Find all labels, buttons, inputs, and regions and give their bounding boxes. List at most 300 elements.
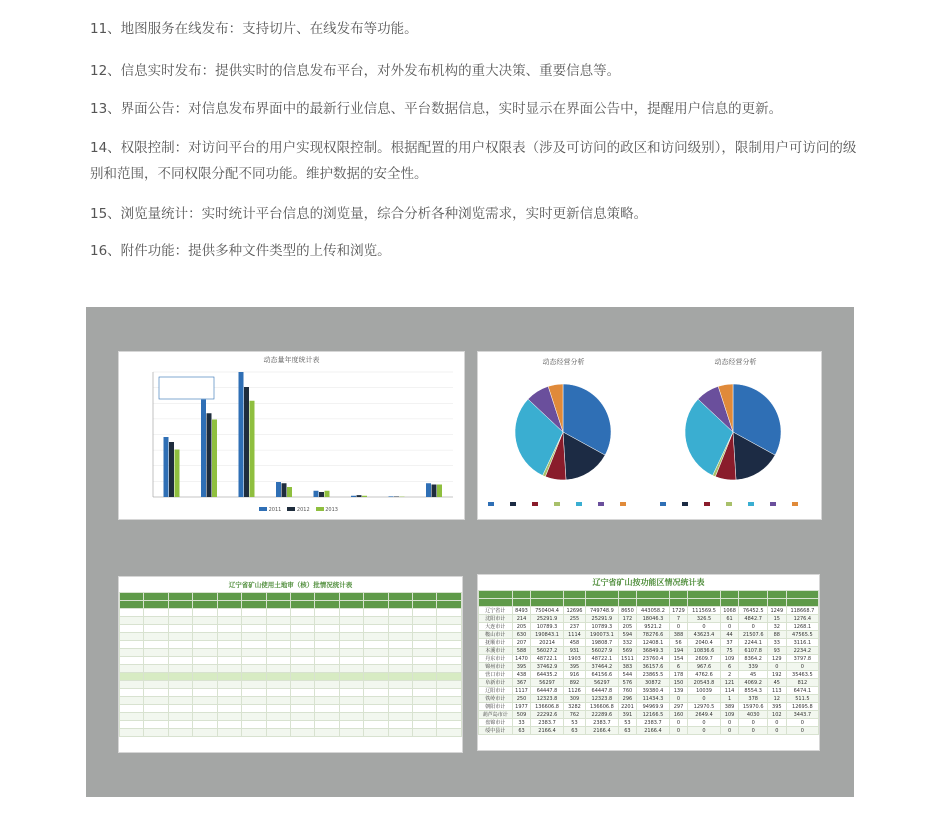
table-right-cell: 48722.1 [531, 655, 563, 663]
table-left-cell [388, 681, 412, 689]
table-right-cell: 1249 [767, 607, 786, 615]
table-left-cell [242, 697, 266, 705]
table-right-cell: 4842.7 [739, 615, 767, 623]
table-row [120, 673, 462, 681]
table-left-cell [168, 713, 192, 721]
table-left-cell [168, 697, 192, 705]
table-right-cell: 118668.7 [786, 607, 818, 615]
table-left-cell [364, 649, 388, 657]
table-right-cell: 10789.3 [531, 623, 563, 631]
table-right-cell: 395 [767, 703, 786, 711]
table-left-cell [315, 689, 339, 697]
table-left-header-cell [193, 593, 217, 601]
table-right-header-cell [531, 599, 563, 607]
table-right-cell: 8364.2 [739, 655, 767, 663]
table-row [120, 713, 462, 721]
table-left-cell [168, 665, 192, 673]
bar-chart-screenshot [119, 352, 464, 519]
table-left-header-cell [217, 601, 241, 609]
table-right-cell: 0 [720, 719, 739, 727]
table-row [479, 655, 819, 663]
pie-legend-swatch [682, 502, 688, 506]
table-right-cell: 47565.5 [786, 631, 818, 639]
table-left-cell [120, 633, 144, 641]
pie-legend-swatch [598, 502, 604, 506]
table-right-cell: 45 [767, 679, 786, 687]
table-right-cell: 0 [767, 663, 786, 671]
table-right-cell: 12 [767, 695, 786, 703]
table-left-header-cell [388, 593, 412, 601]
table-left-cell [193, 649, 217, 657]
table-right-header-cell [767, 599, 786, 607]
table-right-cell: 12323.8 [586, 695, 618, 703]
table-left-header-cell [437, 593, 462, 601]
table-right-cell: 511.5 [786, 695, 818, 703]
table-right-cell: 0 [739, 623, 767, 631]
table-right-cell: 35463.5 [786, 671, 818, 679]
table-left-cell [364, 673, 388, 681]
table-left-cell [120, 705, 144, 713]
table-left-cell [437, 705, 462, 713]
table-right-cell: 509 [512, 711, 531, 719]
table-right-cell: 0 [767, 719, 786, 727]
bar [362, 496, 367, 497]
table-left-cell [364, 609, 388, 617]
table-right-cell: 37462.9 [531, 663, 563, 671]
table-right-cell: 2166.4 [586, 727, 618, 735]
table-right-cell: 102 [767, 711, 786, 719]
table-left-cell [266, 673, 290, 681]
table-left-cell [266, 713, 290, 721]
table-right-cell: 25291.9 [586, 615, 618, 623]
table-right-cell: 378 [739, 695, 767, 703]
table-right-cell: 1 [720, 695, 739, 703]
table-left-header-cell [120, 593, 144, 601]
table-right-cell: 锦州市计 [479, 663, 513, 671]
table-right-cell: 190843.1 [531, 631, 563, 639]
table-left-cell [364, 689, 388, 697]
table-left-cell [437, 609, 462, 617]
table-right-cell: 丹东市计 [479, 655, 513, 663]
table-right-cell: 750404.4 [531, 607, 563, 615]
table-right-cell: 抚顺市计 [479, 639, 513, 647]
table-left-cell [217, 649, 241, 657]
table-left-cell [217, 665, 241, 673]
table-right-cell: 237 [563, 623, 586, 631]
feature-item-15: 15、浏览量统计：实时统计平台信息的浏览量，综合分析各种浏览需求，实时更新信息策略。 [90, 206, 648, 222]
table-right-cell: 56027.9 [586, 647, 618, 655]
table-right-cell: 1903 [563, 655, 586, 663]
table-left-header-cell [144, 593, 168, 601]
table-left-cell [144, 633, 168, 641]
table-left-cell [388, 649, 412, 657]
table-right-cell: 30872 [637, 679, 669, 687]
table-right-cell: 20543.8 [688, 679, 720, 687]
table-left-cell [217, 689, 241, 697]
pie-chart-screenshot [478, 352, 821, 519]
table-right-cell: 0 [669, 727, 688, 735]
table-right-cell: 23865.5 [637, 671, 669, 679]
table-left-cell [168, 609, 192, 617]
table-right-cell: 8554.3 [739, 687, 767, 695]
table-right-title: 辽宁省矿山按功能区情况统计表 [592, 578, 705, 587]
table-left-cell [144, 673, 168, 681]
table-left-cell [217, 713, 241, 721]
table-right-header-cell [563, 599, 586, 607]
table-left-cell [364, 705, 388, 713]
table-right-cell: 88 [767, 631, 786, 639]
table-left-cell [339, 609, 363, 617]
table-right-cell: 辽阳市计 [479, 687, 513, 695]
table-right-cell: 76452.5 [739, 607, 767, 615]
table-left-cell [364, 697, 388, 705]
table-right-cell: 178 [669, 671, 688, 679]
table-left-cell [290, 617, 314, 625]
table-right-cell: 11434.3 [637, 695, 669, 703]
table-right-cell: 0 [786, 719, 818, 727]
feature-item-12: 12、信息实时发布：提供实时的信息发布平台，对外发布机构的重大决策、重要信息等。 [90, 63, 621, 79]
table-right-cell: 931 [563, 647, 586, 655]
table-left-cell [217, 681, 241, 689]
table-right-cell: 569 [618, 647, 637, 655]
table-right-cell: 9521.2 [637, 623, 669, 631]
table-row [479, 703, 819, 711]
table-left-cell [413, 649, 437, 657]
pie-legend-swatch [792, 502, 798, 506]
table-right-cell: 172 [618, 615, 637, 623]
table-right-cell: 1114 [563, 631, 586, 639]
table-row [479, 719, 819, 727]
table-right-cell: 63 [563, 727, 586, 735]
table-left-cell [315, 721, 339, 729]
table-left-cell [144, 657, 168, 665]
table-left-cell [315, 665, 339, 673]
table-left-header-cell [120, 601, 144, 609]
table-left-cell [437, 729, 462, 737]
table-right-cell: 438 [512, 671, 531, 679]
bar [244, 387, 249, 497]
table-left-cell [144, 641, 168, 649]
table-right-cell: 190073.1 [586, 631, 618, 639]
table-left-cell [315, 609, 339, 617]
table-left-cell [193, 713, 217, 721]
table-left-cell [290, 649, 314, 657]
table-left-header-cell [168, 601, 192, 609]
table-left-cell [339, 697, 363, 705]
feature-item-13: 13、界面公告：对信息发布界面中的最新行业信息、平台数据信息，实时显示在界面公告中，提醒用户信息的更新。 [90, 101, 783, 117]
bar-chart-legend [259, 507, 338, 513]
table-left-header-cell [242, 593, 266, 601]
table-right-cell: 109 [720, 711, 739, 719]
table-right-cell: 3282 [563, 703, 586, 711]
table-right-header-cell [688, 599, 720, 607]
table-left-cell [266, 705, 290, 713]
table-row [479, 711, 819, 719]
table-left-cell [315, 641, 339, 649]
table-right-header-cell [786, 599, 818, 607]
table-right-header-cell [618, 591, 637, 599]
table-right-cell: 762 [563, 711, 586, 719]
table-left-cell [266, 681, 290, 689]
table-left-cell [364, 665, 388, 673]
table-right-cell: 2649.4 [688, 711, 720, 719]
table-left-cell [388, 641, 412, 649]
table-left-cell [290, 713, 314, 721]
table-right-cell: 2234.2 [786, 647, 818, 655]
table-left-cell [242, 729, 266, 737]
table-left-cell [193, 673, 217, 681]
table-right-cell: 332 [618, 639, 637, 647]
bar [164, 437, 169, 497]
table-right-cell: 12166.5 [637, 711, 669, 719]
table-row [120, 729, 462, 737]
bar [325, 491, 330, 497]
table-right-cell: 6107.8 [739, 647, 767, 655]
table-left-title: 辽宁省矿山使用土地审（核）批情况统计表 [228, 581, 353, 589]
table-left-cell [193, 633, 217, 641]
table-right-header-cell [688, 591, 720, 599]
table-left-cell [242, 681, 266, 689]
table-right-cell: 3797.8 [786, 655, 818, 663]
table-left-cell [266, 649, 290, 657]
table-right-cell: 营口市计 [479, 671, 513, 679]
table-right-cell: 33 [767, 639, 786, 647]
table-left-cell [413, 713, 437, 721]
table-left-cell [168, 721, 192, 729]
table-left-cell [217, 705, 241, 713]
table-right-cell: 192 [767, 671, 786, 679]
bar-tooltip [159, 377, 214, 399]
table-left-cell [413, 673, 437, 681]
table-right-cell: 967.6 [688, 663, 720, 671]
table-right-cell: 0 [688, 623, 720, 631]
table-left-cell [413, 625, 437, 633]
table-left-cell [193, 609, 217, 617]
table-right-cell: 3443.7 [786, 711, 818, 719]
pie-chart-svg [478, 352, 821, 519]
table-right-cell: 2609.7 [688, 655, 720, 663]
table-left-cell [144, 689, 168, 697]
pie-chart-title-1: 动态经营分析 [542, 358, 585, 366]
table-left-cell [315, 617, 339, 625]
table-left-cell [364, 641, 388, 649]
table-left-cell [437, 689, 462, 697]
table-right-header-cell [637, 591, 669, 599]
table-row [120, 681, 462, 689]
table-right-cell: 760 [618, 687, 637, 695]
table-right-cell: 37 [720, 639, 739, 647]
pie-legend-swatch [660, 502, 666, 506]
table-left-cell [388, 729, 412, 737]
table-right-header-cell [720, 599, 739, 607]
table-left-cell [217, 697, 241, 705]
table-right-cell: 1511 [618, 655, 637, 663]
table-right-header-cell [586, 591, 618, 599]
table-left-cell [242, 625, 266, 633]
table-left-screenshot [119, 577, 462, 752]
table-right-cell: 0 [688, 719, 720, 727]
table-left-cell [315, 697, 339, 705]
table-row [479, 623, 819, 631]
bar [169, 442, 174, 497]
table-left-cell [413, 721, 437, 729]
table-right-cell: 389 [720, 703, 739, 711]
table-right-cell: 121 [720, 679, 739, 687]
legend-item-2012: 2012 [287, 507, 309, 513]
table-left-cell [144, 649, 168, 657]
table-right-cell: 21507.6 [739, 631, 767, 639]
table-left-cell [242, 713, 266, 721]
table-left-cell [217, 673, 241, 681]
table-right-cell: 588 [512, 647, 531, 655]
table-right-cell: 339 [739, 663, 767, 671]
table-right-cell: 15970.6 [739, 703, 767, 711]
table-left-cell [144, 705, 168, 713]
table-right-cell: 10836.6 [688, 647, 720, 655]
table-right-cell: 39380.4 [637, 687, 669, 695]
table-left [119, 592, 462, 737]
table-left-cell [168, 633, 192, 641]
table-left-cell [290, 729, 314, 737]
table-left-cell [364, 729, 388, 737]
table-left-header-cell [339, 593, 363, 601]
table-right-cell: 129 [767, 655, 786, 663]
table-row [479, 647, 819, 655]
table-left-cell [315, 705, 339, 713]
table-right-header-cell [531, 591, 563, 599]
table-row [120, 617, 462, 625]
bar [314, 491, 319, 497]
table-right-cell: 309 [563, 695, 586, 703]
table-right-cell: 63 [512, 727, 531, 735]
table-left-cell [339, 729, 363, 737]
table-right-cell: 1977 [512, 703, 531, 711]
table-right-header-cell [512, 591, 531, 599]
table-left-cell [413, 681, 437, 689]
table-right-cell: 297 [669, 703, 688, 711]
table-left-cell [290, 657, 314, 665]
table-right-cell: 0 [669, 695, 688, 703]
table-left-cell [339, 665, 363, 673]
table-left-cell [193, 617, 217, 625]
table-right-cell: 443058.2 [637, 607, 669, 615]
table-right-cell: 205 [512, 623, 531, 631]
table-right-cell: 沈阳市计 [479, 615, 513, 623]
table-left-cell [120, 665, 144, 673]
table-right-cell: 139 [669, 687, 688, 695]
table-right-cell: 0 [688, 727, 720, 735]
table-right-cell: 53 [563, 719, 586, 727]
table-left-cell [388, 721, 412, 729]
table-right-header-cell [720, 591, 739, 599]
bar [357, 495, 362, 497]
table-left-cell [144, 681, 168, 689]
table-left-cell [437, 657, 462, 665]
table-left-cell [144, 729, 168, 737]
table-left-cell [413, 705, 437, 713]
table-right-cell: 12696 [563, 607, 586, 615]
table-left-cell [168, 673, 192, 681]
pie-legend-swatch [488, 502, 494, 506]
table-right-cell: 阜新市计 [479, 679, 513, 687]
table-left-cell [168, 657, 192, 665]
table-row [479, 679, 819, 687]
table-right-cell: 19808.7 [586, 639, 618, 647]
table-left-cell [217, 721, 241, 729]
table-right-cell: 194 [669, 647, 688, 655]
table-left-cell [290, 609, 314, 617]
table-left-cell [168, 705, 192, 713]
bar [437, 485, 442, 498]
table-right-cell: 594 [618, 631, 637, 639]
table-left-cell [413, 657, 437, 665]
pie-legend-swatch [704, 502, 710, 506]
bar [351, 496, 356, 497]
table-right-cell: 2166.4 [531, 727, 563, 735]
table-right-cell: 64156.6 [586, 671, 618, 679]
table-row [479, 663, 819, 671]
table-left-cell [339, 689, 363, 697]
table-left-cell [120, 721, 144, 729]
table-left-cell [388, 625, 412, 633]
table-right-cell: 326.5 [688, 615, 720, 623]
table-left-cell [120, 649, 144, 657]
table-row [479, 671, 819, 679]
table-left-cell [242, 633, 266, 641]
table-left-cell [413, 617, 437, 625]
table-left-cell [388, 657, 412, 665]
table-left-cell [193, 697, 217, 705]
table-right-cell: 2244.1 [739, 639, 767, 647]
table-left-header-cell [413, 593, 437, 601]
table-left-cell [290, 673, 314, 681]
table-left-cell [315, 681, 339, 689]
table-left-cell [339, 649, 363, 657]
table-left-cell [120, 657, 144, 665]
table-right-cell: 367 [512, 679, 531, 687]
table-right-cell: 33 [512, 719, 531, 727]
table-left-cell [315, 649, 339, 657]
table-right-cell: 1268.1 [786, 623, 818, 631]
table-right-cell: 61 [720, 615, 739, 623]
table-right-cell: 4069.2 [739, 679, 767, 687]
table-left-header-cell [168, 593, 192, 601]
table-right-cell: 383 [618, 663, 637, 671]
table-left-cell [168, 641, 192, 649]
table-right-cell: 12695.8 [786, 703, 818, 711]
table-left-cell [217, 633, 241, 641]
table-left-cell [168, 617, 192, 625]
table-right-cell: 4762.6 [688, 671, 720, 679]
table-left-cell [193, 641, 217, 649]
table-row [120, 689, 462, 697]
table-right-header-cell [563, 591, 586, 599]
table-right-cell: 2201 [618, 703, 637, 711]
table-left-cell [339, 633, 363, 641]
table-right-cell: 109 [720, 655, 739, 663]
table-right-cell: 43623.4 [688, 631, 720, 639]
table-right-cell: 36849.3 [637, 647, 669, 655]
table-right-cell: 2383.7 [531, 719, 563, 727]
table-left-cell [217, 641, 241, 649]
table-left-cell [437, 633, 462, 641]
table-left-header-cell [388, 601, 412, 609]
table-left-cell [437, 673, 462, 681]
pie-chart-title-2: 动态经营分析 [714, 358, 757, 366]
table-right-cell: 铁岭市计 [479, 695, 513, 703]
table-right-cell: 0 [669, 719, 688, 727]
table-right-cell: 15 [767, 615, 786, 623]
